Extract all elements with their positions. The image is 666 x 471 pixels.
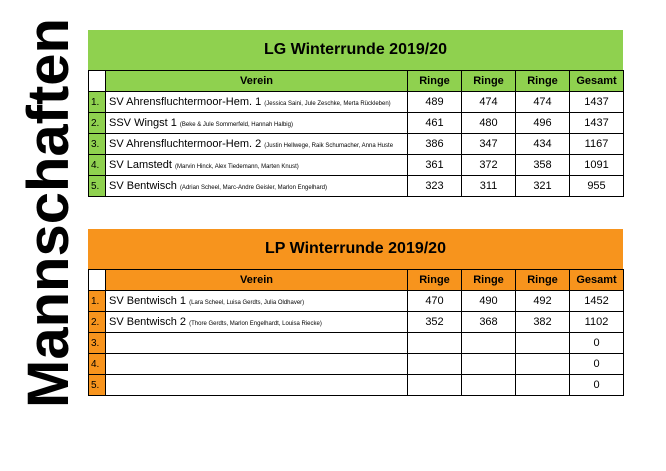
ringe-2-cell: 368	[462, 312, 516, 333]
rank-cell: 5.	[89, 375, 106, 396]
total-cell: 0	[570, 333, 624, 354]
ringe-2-cell: 480	[462, 113, 516, 134]
rank-cell: 3.	[89, 134, 106, 155]
club-members: (Jessica Saini, Jule Zeschke, Merta Rückleben)	[264, 101, 391, 107]
rank-cell: 1.	[89, 291, 106, 312]
table-row	[89, 291, 624, 312]
club-cell	[106, 134, 408, 155]
ringe-2-cell: 311	[462, 176, 516, 197]
club-cell	[106, 375, 408, 396]
table-row	[89, 134, 624, 155]
ringe-3-cell	[516, 333, 570, 354]
table-row	[89, 92, 624, 113]
table-row	[89, 333, 624, 354]
lp-table	[88, 269, 624, 396]
club-cell	[106, 291, 408, 312]
lp-header-ringe-2: Ringe	[462, 270, 516, 291]
club-name: SV Lamstedt	[109, 159, 172, 171]
lg-table	[88, 70, 624, 197]
ringe-1-cell: 489	[408, 92, 462, 113]
club-name: SV Ahrensfluchtermoor-Hem. 2	[109, 138, 262, 150]
club-cell	[106, 155, 408, 176]
club-cell	[106, 333, 408, 354]
lp-header-verein: Verein	[106, 270, 408, 291]
ringe-1-cell	[408, 375, 462, 396]
club-members: (Adrian Scheel, Marc-Andre Geisler, Marlon Engelhard)	[179, 185, 328, 191]
table-row	[89, 354, 624, 375]
total-cell: 1167	[570, 134, 624, 155]
ringe-3-cell	[516, 375, 570, 396]
ringe-2-cell: 474	[462, 92, 516, 113]
lg-header-rank	[89, 71, 106, 92]
ringe-1-cell: 461	[408, 113, 462, 134]
rank-cell: 3.	[89, 333, 106, 354]
lp-header-ringe-3: Ringe	[516, 270, 570, 291]
ringe-3-cell: 474	[516, 92, 570, 113]
total-cell: 0	[570, 354, 624, 375]
total-cell: 1091	[570, 155, 624, 176]
ringe-3-cell	[516, 354, 570, 375]
lg-header-gesamt: Gesamt	[570, 71, 624, 92]
lp-section	[88, 229, 623, 396]
club-name: SSV Wingst 1	[109, 117, 177, 129]
club-members: (Lara Scheel, Luisa Gerdts, Julia Oldhaver)	[189, 300, 305, 306]
club-name: SV Bentwisch 2	[109, 316, 187, 328]
ringe-1-cell	[408, 333, 462, 354]
lg-header-ringe-3: Ringe	[516, 71, 570, 92]
table-row	[89, 176, 624, 197]
ringe-3-cell: 382	[516, 312, 570, 333]
lp-header-rank	[89, 270, 106, 291]
lg-header-ringe-2: Ringe	[462, 71, 516, 92]
ringe-2-cell: 347	[462, 134, 516, 155]
table-row	[89, 155, 624, 176]
side-title	[14, 17, 84, 408]
ringe-2-cell	[462, 333, 516, 354]
total-cell: 1437	[570, 113, 624, 134]
ringe-3-cell: 358	[516, 155, 570, 176]
lg-section	[88, 30, 623, 197]
rank-cell: 2.	[89, 312, 106, 333]
club-name: SV Ahrensfluchtermoor-Hem. 1	[109, 96, 262, 108]
club-cell	[106, 312, 408, 333]
lp-header-gesamt: Gesamt	[570, 270, 624, 291]
side-title-text: Mannschaften	[16, 17, 82, 408]
rank-cell: 4.	[89, 354, 106, 375]
rank-cell: 1.	[89, 92, 106, 113]
total-cell: 1452	[570, 291, 624, 312]
rank-cell: 4.	[89, 155, 106, 176]
ringe-2-cell: 490	[462, 291, 516, 312]
rank-cell: 5.	[89, 176, 106, 197]
ringe-2-cell	[462, 354, 516, 375]
ringe-1-cell: 386	[408, 134, 462, 155]
ringe-3-cell: 321	[516, 176, 570, 197]
lp-title: LP Winterrunde 2019/20	[88, 229, 623, 269]
total-cell: 955	[570, 176, 624, 197]
total-cell: 1102	[570, 312, 624, 333]
ringe-1-cell: 470	[408, 291, 462, 312]
table-row	[89, 113, 624, 134]
club-cell	[106, 354, 408, 375]
ringe-2-cell: 372	[462, 155, 516, 176]
club-name: SV Bentwisch 1	[109, 295, 187, 307]
club-members: (Thore Gerdts, Marlon Engelhardt, Louisa Riecke)	[189, 321, 322, 327]
club-cell	[106, 92, 408, 113]
total-cell: 1437	[570, 92, 624, 113]
lp-header-ringe-1: Ringe	[408, 270, 462, 291]
lp-header-row	[89, 270, 624, 291]
ringe-1-cell: 361	[408, 155, 462, 176]
club-members: (Justin Hellwege, Raik Schumacher, Anna Huste	[264, 143, 394, 149]
table-row	[89, 312, 624, 333]
lg-header-verein: Verein	[106, 71, 408, 92]
total-cell: 0	[570, 375, 624, 396]
club-members: (Marvin Hinck, Alex Tiedemann, Marten Knust)	[175, 164, 299, 170]
rank-cell: 2.	[89, 113, 106, 134]
ringe-3-cell: 434	[516, 134, 570, 155]
club-members: (Beke & Jule Sommerfeld, Hannah Halbig)	[179, 122, 293, 128]
ringe-1-cell	[408, 354, 462, 375]
club-name: SV Bentwisch	[109, 180, 177, 192]
ringe-3-cell: 496	[516, 113, 570, 134]
lg-header-ringe-1: Ringe	[408, 71, 462, 92]
ringe-2-cell	[462, 375, 516, 396]
ringe-1-cell: 352	[408, 312, 462, 333]
lg-header-row	[89, 71, 624, 92]
ringe-3-cell: 492	[516, 291, 570, 312]
club-cell	[106, 113, 408, 134]
club-cell	[106, 176, 408, 197]
lg-title: LG Winterrunde 2019/20	[88, 30, 623, 70]
ringe-1-cell: 323	[408, 176, 462, 197]
table-row	[89, 375, 624, 396]
